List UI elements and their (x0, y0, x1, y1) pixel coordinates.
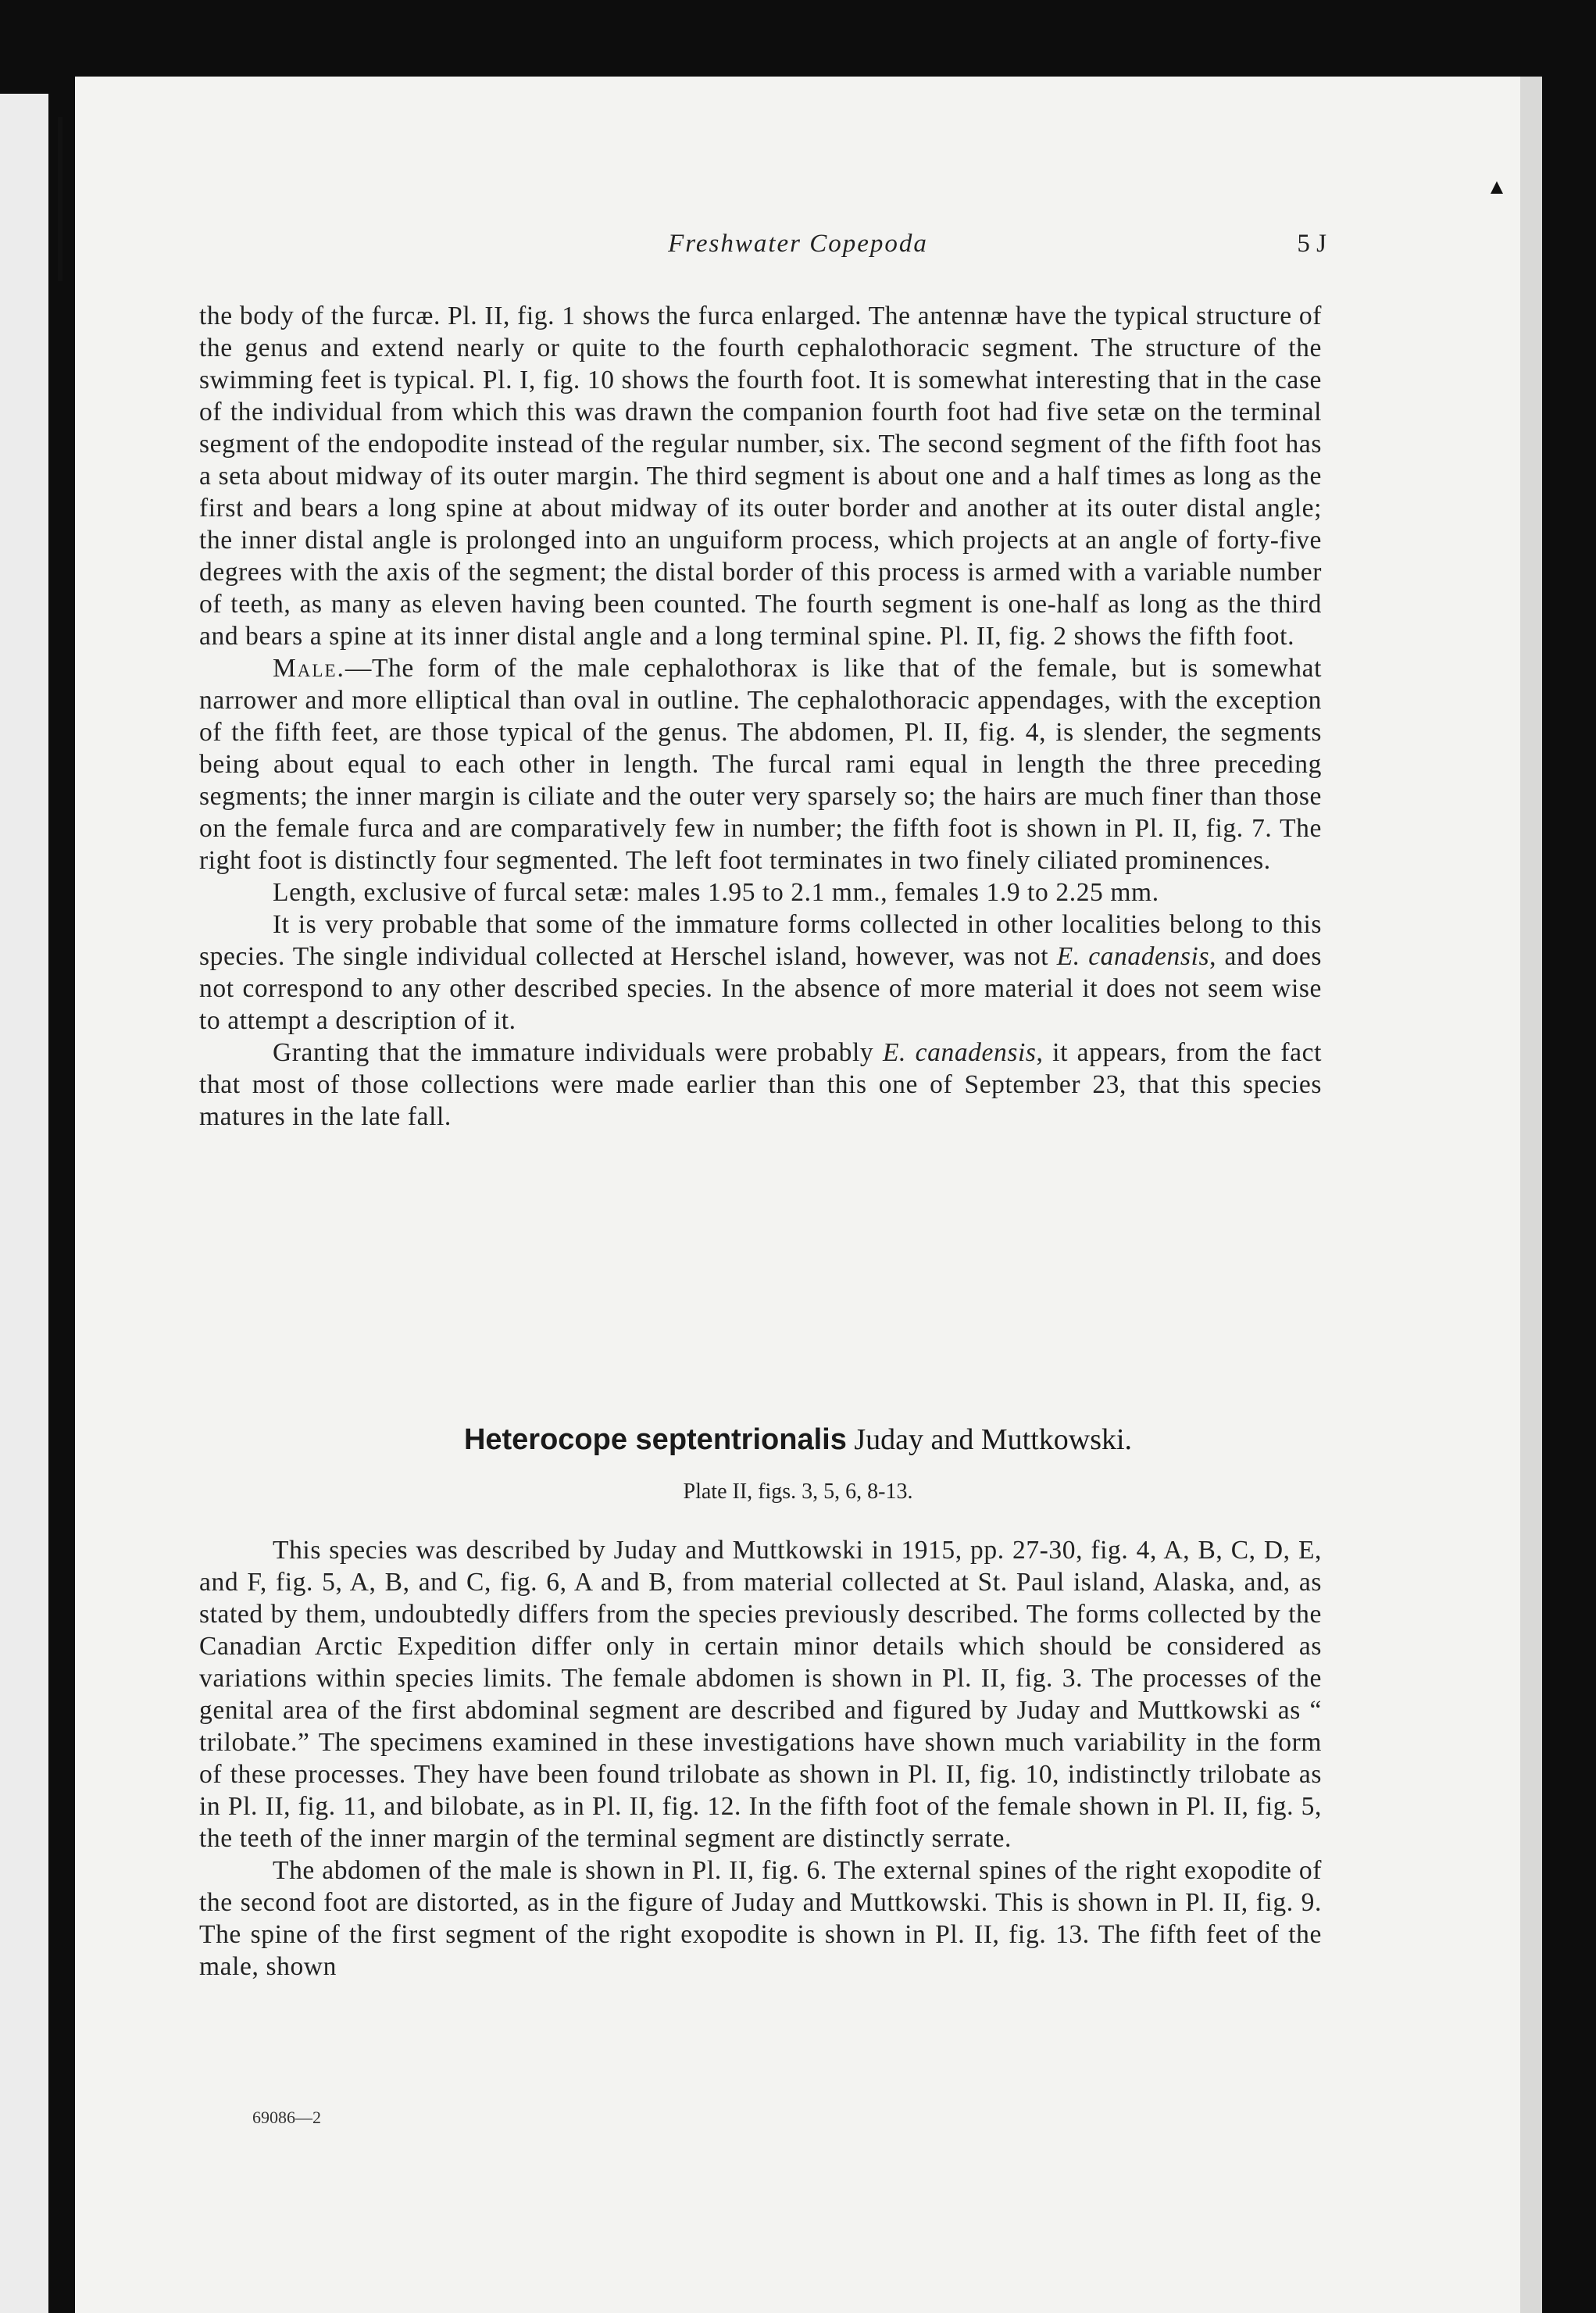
male-text: —The form of the male cephalothorax is like that of the female, but is somewhat narrower and more elliptical than oval in outline. The cephalothoracic appendages, with the exception of the fifth feet, are those typical of the genus. The abdomen, Pl. II, fig. 4, is slender, the segments being about equal to each other in length. The furcal rami equal in length the three preceding segments; the inner margin is ciliate and the outer very sparsely so; the hairs are much finer than those on the female furca and are comparatively few in number; the fifth foot is shown in Pl. II, fig. 7. The right foot is distinctly four segmented. The left foot terminates in two finely ciliated prominences. (199, 654, 1322, 875)
body-text-bottom (199, 1534, 1322, 1983)
species-authors: Juday and Muttkowski. (854, 1423, 1133, 1456)
signature-code: 69086—2 (252, 2108, 321, 2127)
section-heading (0, 1422, 1596, 1457)
running-head: Freshwater Copepoda (668, 230, 928, 258)
plate-reference: Plate II, figs. 3, 5, 6, 8-13. (683, 1480, 913, 1504)
granting-text-2: , it appears, from the fact that most of those collections were made earlier than this one of September 23, that this species matures in the late fall. (199, 1038, 1322, 1131)
paragraph-male (199, 652, 1322, 876)
body-text-top (199, 300, 1322, 1133)
right-page-edge (1520, 77, 1542, 2313)
left-page-edge (0, 94, 48, 2313)
probable-text-2: , and does not correspond to any other described species. In the absence of more material it does not seem wise to attempt a description of it. (199, 942, 1322, 1035)
paragraph-length: Length, exclusive of furcal setæ: males 1.95 to 2.1 mm., females 1.9 to 2.25 mm. (273, 878, 1159, 907)
paragraph-species-description: This species was described by Juday and Muttkowski in 1915, pp. 27-30, fig. 4, A, B, C, D, E, and F, fig. 5, A, B, and C, fig. 6, A and B, from material collected at St. Paul island, Alaska, and, as stated by them, undoubtedly differs from the species previously described. The forms collected by the Canadian Arctic Expedition differ only in certain minor details which should be considered as variations within species limits. The female abdomen is shown in Pl. II, fig. 3. The processes of the genital area of the first abdominal segment are described and figured by Juday and Muttkowski as “ trilobate.” The specimens examined in these investigations have shown much variability in the form of these processes. They have been found trilobate as shown in Pl. II, fig. 10, indistinctly trilobate as in Pl. II, fig. 11, and bilobate, as in Pl. II, fig. 12. In the fifth foot of the female shown in Pl. II, fig. 5, the teeth of the inner margin of the terminal segment are distinctly serrate. (199, 1536, 1322, 1853)
scan-marker-icon (1491, 181, 1503, 194)
paragraph-male-abdomen: The abdomen of the male is shown in Pl. II, fig. 6. The external spines of the right exopodite of the second foot are distorted, as in the figure of Juday and Muttkowski. This is shown in Pl. II, fig. 9. The spine of the first segment of the right exopodite is shown in Pl. II, fig. 13. The fifth feet of the male, shown (199, 1856, 1322, 1981)
paragraph-female-description: the body of the furcæ. Pl. II, fig. 1 shows the furca enlarged. The antennæ have the typical structure of the genus and extend nearly or quite to the fourth cephalothoracic segment. The structure of the swimming feet is typical. Pl. I, fig. 10 shows the fourth foot. It is somewhat interesting that in the case of the individual from which this was drawn the companion fourth foot had five setæ on the terminal segment of the endopodite instead of the regular number, six. The second segment of the fifth foot has a seta about midway of its outer margin. The third segment is about one and a half times as long as the first and bears a long spine at about midway of its outer border and another at its outer distal angle; the inner distal angle is prolonged into an unguiform process, which projects at an angle of forty-five degrees with the axis of the segment; the distal border of this process is armed with a variable number of teeth, as many as eleven having been counted. The fourth segment is one-half as long as the third and bears a spine at its inner distal angle and a long terminal spine. Pl. II, fig. 2 shows the fifth foot. (199, 302, 1322, 651)
species-italic-1: E. canadensis (1056, 942, 1210, 971)
paragraph-probable (199, 908, 1322, 1037)
page-number: 5 J (1297, 230, 1326, 258)
granting-text-1: Granting that the immature individuals were probably (273, 1038, 883, 1067)
male-label: Male. (273, 654, 345, 683)
species-name: Heterocope septentrionalis (463, 1423, 847, 1456)
probable-text-1: It is very probable that some of the immature forms collected in other localities belong to this species. The single individual collected at Herschel island, however, was not (199, 910, 1322, 971)
paragraph-granting (199, 1037, 1322, 1133)
species-italic-2: E. canadensis (882, 1038, 1037, 1067)
